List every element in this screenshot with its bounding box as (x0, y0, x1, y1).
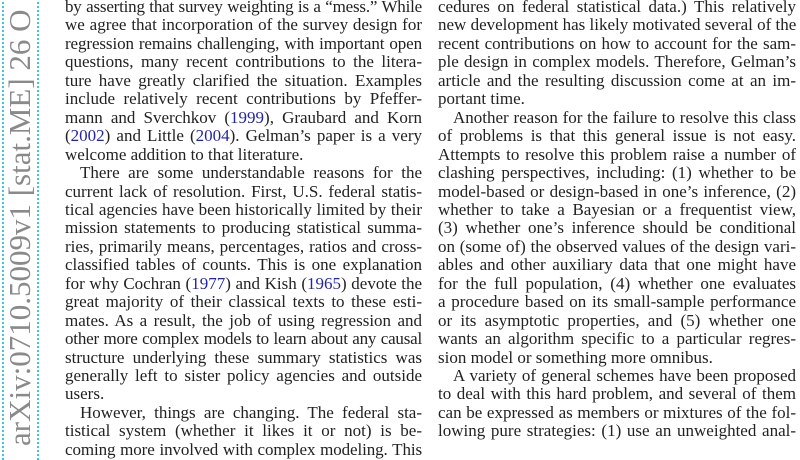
text-span: questions, many recent contributions to the litera- (65, 53, 422, 72)
text-line (65, 367, 422, 385)
text-span: generally left to sister policy agencies and outside (65, 367, 422, 385)
citation-link[interactable]: 2004 (195, 127, 230, 146)
citation-link[interactable]: 2002 (70, 127, 105, 146)
text-line (438, 201, 796, 219)
text-span: coming more involved with complex modeling. This (65, 440, 422, 459)
text-span: for why Cochran ( (65, 274, 192, 293)
text-line (438, 275, 796, 293)
text-line (65, 293, 422, 311)
text-line (438, 330, 796, 348)
text-span: or its asymptotic properties, and (5) whether one (438, 311, 796, 330)
text-span: mates. As a result, the job of using regression and (65, 311, 422, 330)
text-line (438, 422, 796, 440)
text-span: current lack of resolution. First, U.S. federal statis- (65, 182, 422, 201)
text-span: model-based or design-based in one’s inference, (2) (438, 182, 796, 201)
text-span: on (some of) the observed values of the design vari- (438, 237, 796, 256)
text-line (65, 90, 422, 108)
text-span: ), Graubard and Korn (264, 108, 422, 127)
text-line (438, 349, 796, 367)
text-span: tical agencies have been historically limited by their (65, 200, 422, 219)
text-line (438, 367, 796, 385)
text-span: recent contributions on how to account for the sam- (438, 34, 796, 53)
text-line (438, 219, 796, 237)
text-span: ries, primarily means, percentages, ratios and cross- (65, 237, 422, 256)
citation-link[interactable]: 1977 (191, 274, 226, 293)
text-span: tistical system (whether it likes it or not) is be- (65, 422, 422, 441)
text-span: users. (65, 385, 105, 404)
text-line (65, 385, 422, 403)
text-span: lowing pure strategies: (1) use an unweighted anal- (438, 422, 796, 441)
text-line (65, 312, 422, 330)
text-span: There are some understandable reasons for the (80, 164, 422, 183)
text-span: Attempts to resolve this problem raise a number of (438, 145, 796, 164)
text-span: of problems is that this general issue is not easy. (438, 127, 796, 146)
text-span: ). Gelman’s paper is a very (229, 127, 422, 146)
text-span: ) and Kish ( (225, 274, 308, 293)
text-span: clashing perspectives, including: (1) whether to be (438, 164, 796, 183)
text-span: (3) whether one’s inference should be conditional (438, 219, 796, 238)
text-span: mann and Sverchkov ( (65, 108, 231, 127)
citation-link[interactable]: 1965 (307, 274, 342, 293)
text-span: welcome addition to that literature. (65, 145, 304, 164)
text-span: ables and other auxiliary data that one might have (438, 256, 796, 275)
text-line (65, 127, 422, 145)
text-line (65, 109, 422, 127)
text-line (438, 183, 796, 201)
text-span: ( (65, 127, 71, 146)
text-line (65, 164, 422, 182)
text-span: ) and Little ( (104, 127, 196, 146)
text-span: Another reason for the failure to resolve this class (453, 108, 796, 127)
text-line (438, 256, 796, 274)
text-line (438, 404, 796, 422)
text-line (438, 164, 796, 182)
text-span: include relatively recent contributions by Pfeffer- (65, 90, 422, 109)
text-line (438, 385, 796, 403)
text-line (438, 312, 796, 330)
text-line (65, 53, 422, 71)
arxiv-stamp: arXiv:0710.5009v1 [stat.ME] 26 O (2, 9, 37, 446)
text-span: regression remains challenging, with important open (65, 34, 422, 53)
text-line (65, 404, 422, 422)
text-line (438, 109, 796, 127)
text-span: new development has likely motivated several of the (438, 16, 796, 35)
text-line (438, 90, 796, 108)
text-span: wants an algorithm specific to a particular regres- (438, 330, 796, 349)
text-line (65, 0, 422, 16)
text-span: structure underlying these summary statistics was (65, 348, 422, 367)
text-line (65, 256, 422, 274)
text-line (65, 16, 422, 34)
text-span: can be expressed as members or mixtures of the fol- (438, 403, 796, 422)
text-span: portant time. (438, 90, 525, 109)
text-line (65, 146, 422, 164)
text-span: other more complex models to learn about any causal (65, 330, 422, 349)
text-span: However, things are changing. The federal sta- (80, 403, 422, 422)
text-line (438, 16, 796, 34)
text-line (65, 72, 422, 90)
text-span: whether to take a Bayesian or a frequentist view, (438, 200, 796, 219)
text-line (65, 275, 422, 293)
text-span: article and the resulting discussion come at an im- (438, 71, 796, 90)
text-span: mission statements to producing statistical summa- (65, 219, 422, 238)
text-span: great majority of their classical texts to these esti- (65, 293, 422, 312)
text-span: we agree that incorporation of the survey design for (65, 16, 422, 35)
text-line (65, 219, 422, 237)
text-span: classified tables of counts. This is one explanation (65, 256, 422, 275)
text-line (438, 35, 796, 53)
text-span: A variety of general schemes have been proposed (453, 367, 796, 385)
text-span: sion model or something more omnibus. (438, 348, 713, 367)
text-line (65, 201, 422, 219)
text-line (65, 349, 422, 367)
text-span: cedures on federal statistical data.) This relatively (438, 0, 796, 16)
text-line (65, 330, 422, 348)
citation-link[interactable]: 1999 (230, 108, 265, 127)
text-span: a procedure based on its small-sample performance (438, 293, 796, 312)
text-line (438, 53, 796, 71)
text-line (438, 238, 796, 256)
text-line (65, 238, 422, 256)
text-line (438, 0, 796, 16)
text-line (438, 127, 796, 145)
text-line (65, 35, 422, 53)
text-line (438, 293, 796, 311)
text-span: ) devote the (341, 274, 422, 293)
text-span: ple design in complex models. Therefore, Gelman’s (438, 53, 796, 72)
text-line (65, 422, 422, 440)
text-line (65, 183, 422, 201)
text-span: ture have greatly clarified the situation. Examples (65, 71, 422, 90)
text-line (438, 72, 796, 90)
text-span: by asserting that survey weighting is a “mess.” While (65, 0, 422, 16)
text-line (438, 146, 796, 164)
text-span: for the full population, (4) whether one evaluates (438, 274, 796, 293)
text-span: to deal with this hard problem, and several of them (438, 385, 796, 404)
